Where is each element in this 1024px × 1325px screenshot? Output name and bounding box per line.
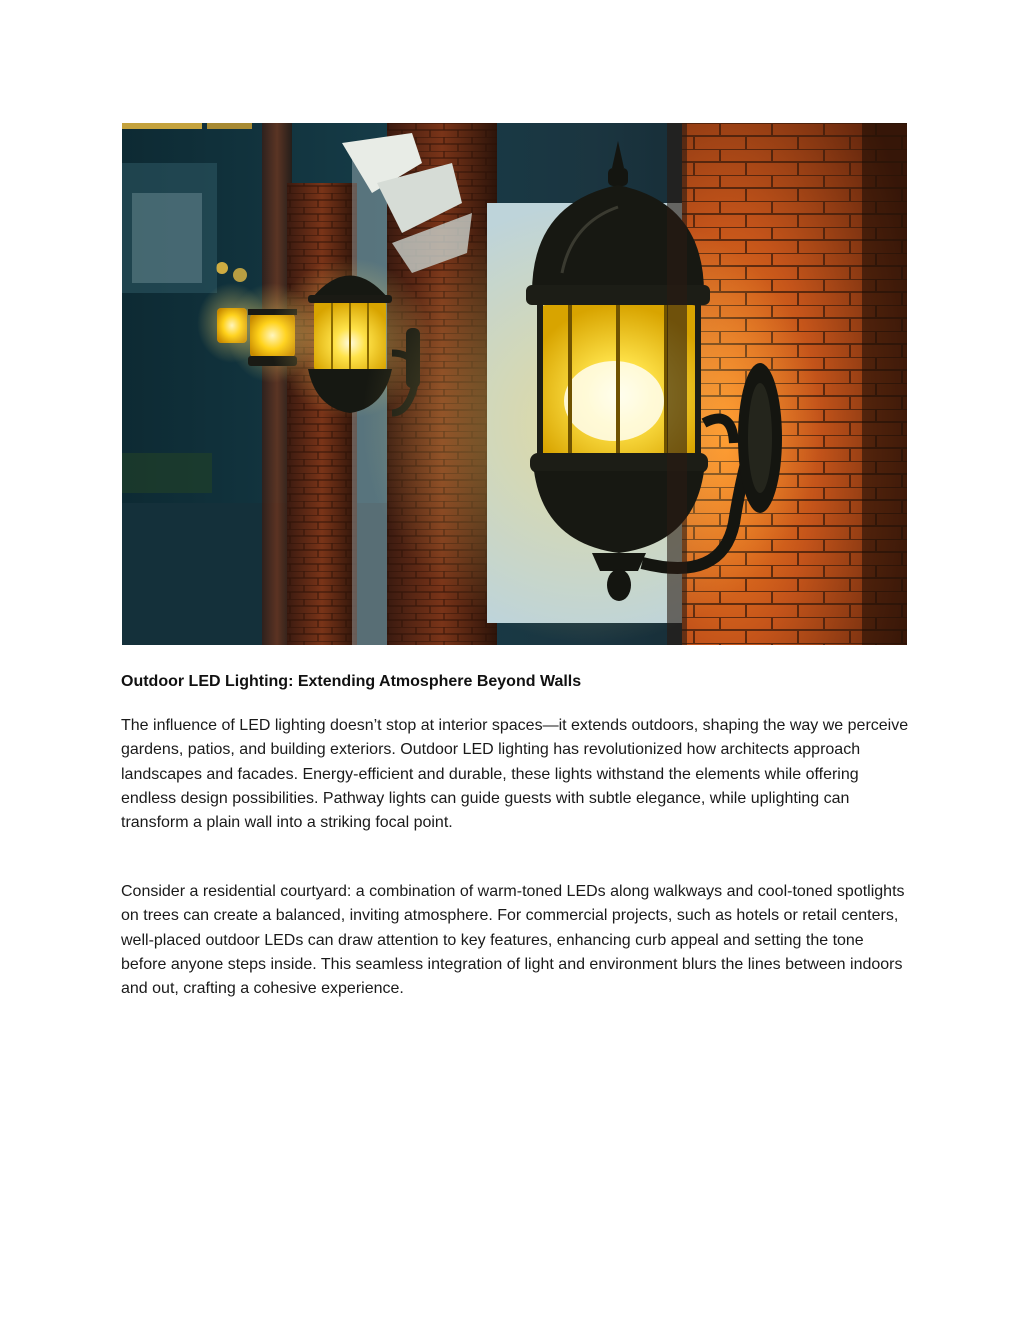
article-heading: Outdoor LED Lighting: Extending Atmosphere Beyond Walls [121, 673, 582, 690]
article-paragraph-1: The influence of LED lighting doesn’t stop at interior spaces—it extends outdoors, shaping the way we perceive gardens, patios, and building exteriors. Outdoor LED lighting has revolutionized how architects approach landscapes and facades. Energy-efficient and durable, these lights withstand the elements while offering endless design possibilities. Pathway lights can guide guests with subtle elegance, while uplighting can transform a plain wall into a striking focal point. [121, 717, 909, 832]
article-paragraph-2: Consider a residential courtyard: a combination of warm-toned LEDs along walkways and cool-toned spotlights on trees can create a balanced, inviting atmosphere. For commercial projects, such as hotels or retail centers, well-placed outdoor LEDs can draw attention to key features, enhancing curb appeal and setting the tone before anyone steps inside. This seamless integration of light and environment blurs the lines between indoors and out, crafting a cohesive experience. [121, 883, 905, 998]
lantern-photo [122, 123, 907, 645]
